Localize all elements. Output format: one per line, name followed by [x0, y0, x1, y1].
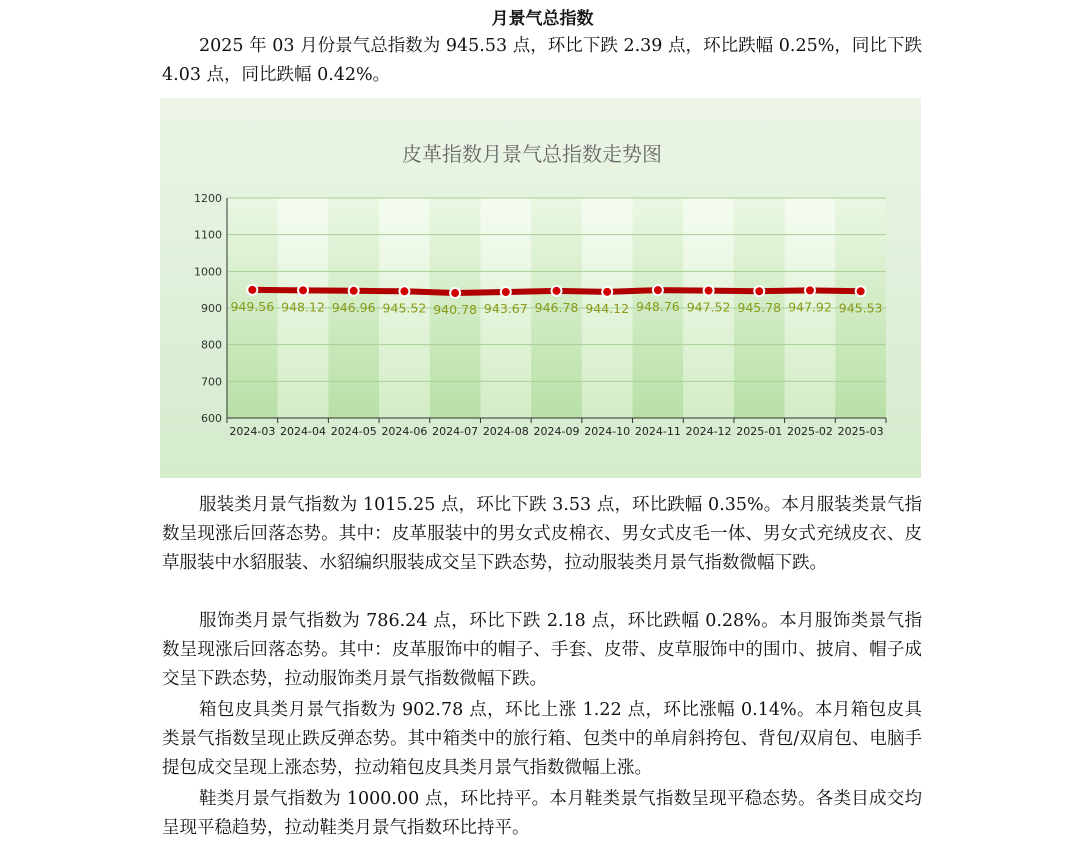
x-tick-label: 2024-03 — [229, 425, 276, 438]
data-point — [704, 286, 714, 296]
section-heading: 月景气总指数 — [491, 9, 594, 29]
data-label: 948.76 — [636, 299, 680, 315]
data-label: 948.12 — [281, 299, 325, 315]
paragraph-summary: 2025 年 03 月份景气总指数为 945.53 点，环比下跌 2.39 点，环比跌幅 0.25%，同比下跌 4.03 点，同比跌幅 0.42%。 — [162, 36, 922, 85]
data-point — [298, 285, 308, 295]
data-point — [450, 288, 460, 298]
paragraph-bags: 箱包皮具类月景气指数为 902.78 点，环比上涨 1.22 点，环比涨幅 0.14%。本月箱包皮具类景气指数呈现止跌反弹态势。其中箱类中的旅行箱、包类中的单肩斜挎包、背包/双肩包、电脑手提包成交呈现上涨态势，拉动箱包皮具类月景气指数微幅上涨。 — [162, 700, 922, 778]
data-label: 949.56 — [230, 298, 275, 314]
data-label: 947.52 — [686, 299, 731, 315]
x-tick-label: 2025-03 — [837, 425, 884, 438]
y-tick-label: 1100 — [194, 228, 222, 242]
data-point — [754, 286, 764, 296]
data-point — [552, 286, 562, 296]
x-tick-label: 2024-11 — [634, 425, 681, 438]
x-tick-label: 2024-10 — [584, 425, 631, 438]
y-tick-label: 800 — [201, 338, 222, 352]
paragraph-shoes: 鞋类月景气指数为 1000.00 点，环比持平。本月鞋类景气指数呈现平稳态势。各类目成交均呈现平稳趋势，拉动鞋类月景气指数环比持平。 — [162, 789, 922, 838]
chart-title: 皮革指数月景气总指数走势图 — [402, 142, 662, 166]
x-tick-label: 2024-12 — [685, 425, 732, 438]
trend-chart-svg — [160, 98, 921, 478]
data-label: 945.78 — [737, 300, 782, 316]
x-tick-label: 2024-06 — [381, 425, 428, 438]
data-label: 947.92 — [788, 299, 832, 315]
y-tick-label: 700 — [201, 375, 222, 389]
data-label: 943.67 — [483, 300, 528, 316]
paragraph-apparel: 服装类月景气指数为 1015.25 点，环比下跌 3.53 点，环比跌幅 0.35%。本月服装类景气指数呈现涨后回落态势。其中：皮革服装中的男女式皮棉衣、男女式皮毛一体、男女式充绒皮衣、皮草服装中水貂服装、水貂编织服装成交呈下跌态势，拉动服装类月景气指数微幅下跌。 — [162, 495, 922, 573]
data-point — [653, 285, 663, 295]
x-tick-label: 2024-09 — [533, 425, 580, 438]
data-point — [602, 287, 612, 297]
y-tick-label: 900 — [201, 302, 222, 315]
data-label: 946.96 — [331, 299, 376, 315]
data-label: 946.78 — [534, 299, 579, 315]
trend-chart — [160, 98, 921, 478]
x-tick-label: 2025-01 — [736, 425, 783, 438]
data-point — [247, 285, 257, 295]
data-point — [805, 285, 815, 295]
y-tick-label: 1200 — [194, 192, 222, 205]
data-label: 944.12 — [585, 300, 630, 316]
data-point — [501, 287, 511, 297]
data-point — [349, 286, 359, 296]
data-point — [399, 286, 409, 296]
data-label: 940.78 — [433, 302, 477, 318]
data-point — [856, 286, 866, 296]
x-tick-label: 2024-05 — [330, 425, 377, 438]
x-tick-label: 2025-02 — [786, 425, 833, 438]
y-tick-label: 600 — [201, 412, 222, 425]
data-label: 945.53 — [838, 300, 883, 316]
x-tick-label: 2024-08 — [482, 425, 529, 438]
x-tick-label: 2024-04 — [280, 425, 327, 438]
data-label: 945.52 — [382, 300, 427, 316]
x-tick-label: 2024-07 — [432, 425, 479, 438]
y-tick-label: 1000 — [194, 265, 222, 279]
paragraph-accessories: 服饰类月景气指数为 786.24 点，环比下跌 2.18 点，环比跌幅 0.28%。本月服饰类景气指数呈现涨后回落态势。其中：皮革服饰中的帽子、手套、皮带、皮草服饰中的围巾、披肩、帽子成交呈下跌态势，拉动服饰类月景气指数微幅下跌。 — [162, 611, 922, 689]
